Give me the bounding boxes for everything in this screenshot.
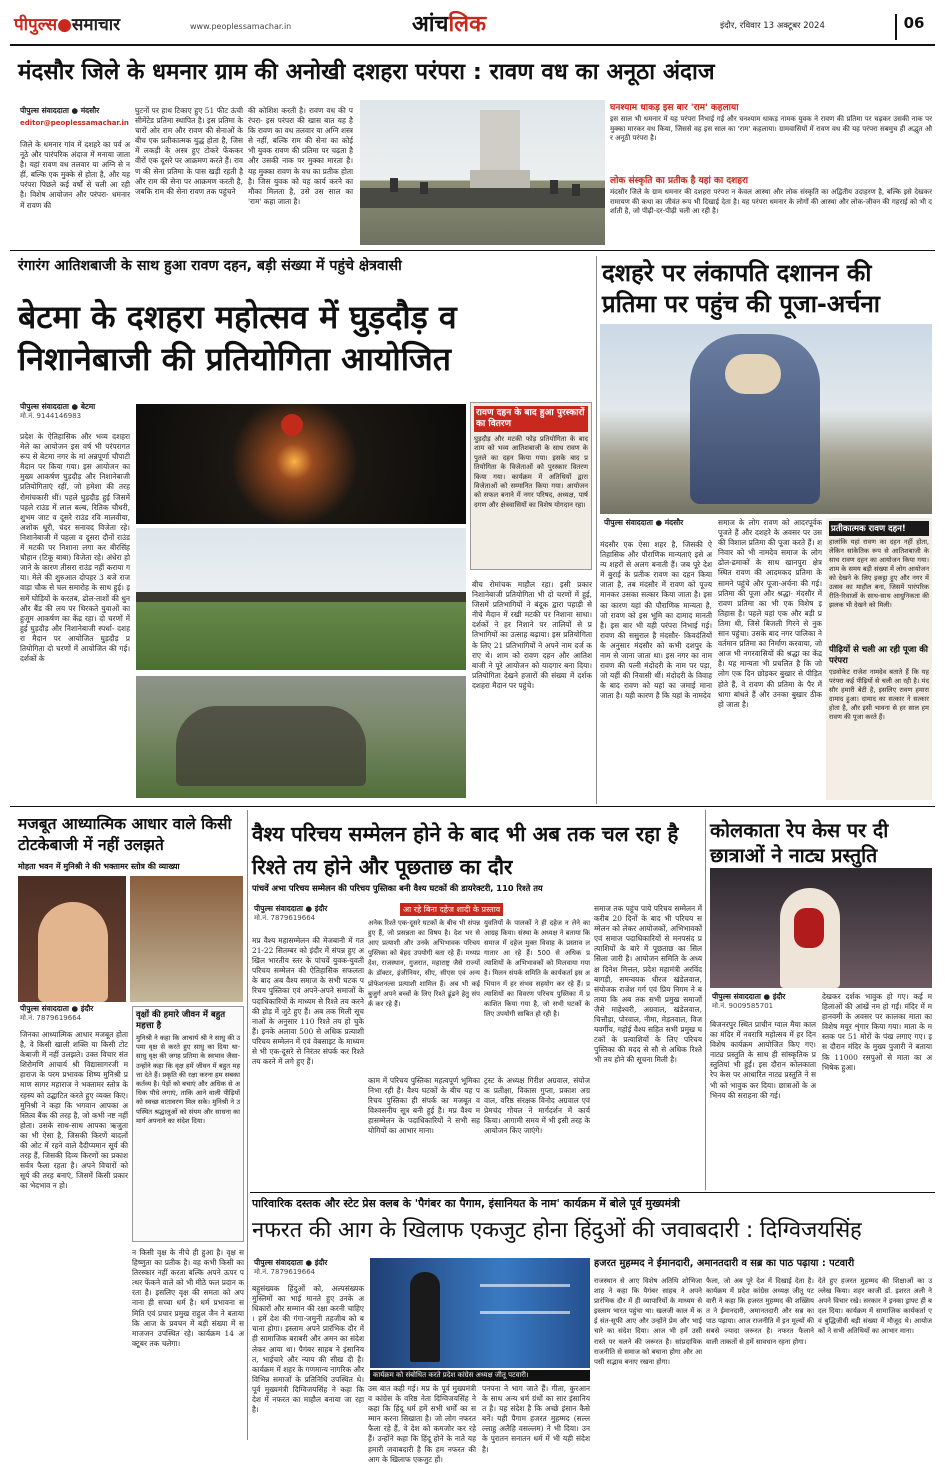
- s4-box-text: मुनिश्री ने कहा कि आचार्य श्री ने साधु की उपमा वृक्ष से करते हुए साधु का दिया था- साधु वृक्ष की जगह प्रतिमा के स्वभाव जैसा- उन्होंने कहा कि वृक्ष हमें जीवन में बहुत महत्ता देते हैं। प्रकृति की रक्षा करना हम सबका कर्तव्य है। पेड़ों को बचाएं और अधिक से अधिक पौधे लगाएं, ताकि आने वाली पीढ़ियों को स्वच्छ वातावरण मिल सके। मुनिश्री ने उपस्थित श्रद्धालुओं को संयम और साधना का मार्ग अपनाने का संदेश दिया।: [136, 1034, 240, 1125]
- s1-side-title2: लोक संस्कृति का प्रतीक है यहां का दशहरा: [610, 176, 749, 186]
- s4-audience-photo: [130, 876, 243, 1002]
- s5-mobile: मो.नं. 7879619664: [254, 914, 316, 922]
- s2-byline-block: [20, 402, 140, 421]
- s2-headline: बेटमा के दशहरा महोत्सव में घुड़दौड़ व निशानेबाजी की प्रतियोगिता आयोजित: [18, 298, 457, 378]
- s4-col2: न किसी वृक्ष के नीचे ही हुआ है। वृक्ष सहिष्णुता का प्रतीक है। वह कभी किसी का तिरस्कार नहीं करता बल्कि अपने ऊपर पत्थर फेंकने वाले को भी मीठे फल प्रदान करता है। इसलिए वृक्ष की समता को अपनाना ही सच्चा धर्म है। धर्म प्रभावना समिति एवं प्रचार प्रमुख राहुल जैन ने बताया कि आज के प्रवचन में बड़ी संख्या में समाजजन उपस्थित रहे। कार्यक्रम 14 अक्टूबर तक चलेगा।: [132, 1248, 244, 1348]
- s3-col1: मंदसौर एक ऐसा शहर है, जिसकी ऐतिहासिक और पौराणिक मान्यताएं इसे अन्य शहरों से अलग बनाती हैं। जब पूरे देश में बुराई के प्रतीक रावण का दहन किया जाता है, तब मंदसौर में रावण को पूज्य मानकर उसका सत्कार किया जाता है। इसका कारण यहां की पौराणिक मान्यता है, जो रावण को इस भूमि का दामाद मानती है। इस बार भी यही परंपरा निभाई गई। रावण की ससुराल है मंदसौर- किवदंतियों के अनुसार मंदसौर को कभी दशपुर के नाम से जाना जाता था। इस नगर का नाम रावण की पत्नी मंदोदरी के नाम पर पड़ा, जो यहीं की निवासी थीं। मंदोदरी के विवाह के बाद रावण को यहां का जमाई माना जाता है। यही कारण है कि यहां के नामदेव: [600, 540, 712, 701]
- s7-kicker: पारिवारिक दस्तक और स्टेट प्रेस क्लब के 'पैगंबर का पैगाम, इंसानियत के नाम' कार्यक्रम में बोले पूर्व मुख्यमंत्री: [252, 1197, 680, 1210]
- s1-bottom-rule: [10, 250, 935, 251]
- s6-col1: बिजनरपुर स्थित प्राचीन ग्वाल मैया कालका मंदिर में नवरात्रि महोत्सव में हर दिन विशेष कार्यक्रम आयोजित किए गए। नाट्य प्रस्तुति के साथ ही सांस्कृतिक प्रस्तुतियां भी हुईं। इस दौरान कोलकाता रेप केस पर आधारित नाट्य प्रस्तुति ने सभी को भावुक कर दिया। छात्राओं के अभिनय की सराहना की गई।: [710, 1020, 816, 1100]
- s3-col2: समाज के लोग रावण को आदरपूर्वक पूजते हैं और दशहरे के अवसर पर उसकी विशाल प्रतिमा की पूजा करते हैं। शनिवार को भी नामदेव समाज के लोग ढोल-ढमाकों के साथ खानपुरा क्षेत्र स्थित रावण की आदमकद प्रतिमा के सामने पहुंचे और पूजा-अर्चना की गई। प्रतिमा की पूजा और श्रद्धा- मंदसौर में रावण प्रतिमा का भी एक विशेष इतिहास है। पहले यहां एक और बड़ी प्रतिमा थी, जिसे बिजली गिरने से नुकसान पहुंचा। उसके बाद नगर पालिका ने वर्तमान प्रतिमा का निर्माण करवाया, जो आज भी नगरवासियों की श्रद्धा का केंद्र है। यह मान्यता भी प्रचलित है कि जो लोग एक दिन छोड़कर बुखार से पीड़ित होते हैं, वे रावण की प्रतिमा के पैर में धागा बांधते हैं और उनका बुखार ठीक हो जाता है।: [718, 518, 822, 709]
- s4-byline-block: [20, 1004, 130, 1023]
- s6-drama-photo: [710, 868, 932, 988]
- s3-side-column: [826, 518, 932, 800]
- s3-headline: दशहरे पर लंकापति दशानन की प्रतिमा पर पहुंच की पूजा-अर्चना: [602, 259, 880, 318]
- idol-face: [725, 354, 781, 394]
- s7-photo-caption: कार्यक्रम को संबोधित करते प्रदेश कांग्रेस अध्यक्ष जीतू पटवारी।: [370, 1370, 590, 1381]
- s2-byline: पीपुल्स संवाददाता ● बेटमा: [20, 402, 96, 411]
- s2-horse-race-photo: [136, 528, 466, 670]
- s3-side-text2: एडवोकेट राजेश नामदेव बताते हैं कि यह परंपरा कई पीढ़ियों से चली आ रही है। मंदसौर हमारी बेटी है, इसलिए रावण हमारा दामाद हुआ। दामाद का सत्कार ने सत्कार होता है, और इसी भावना से हर साल हम रावण की पूजा करते हैं।: [829, 668, 929, 721]
- s6-byline-block: [712, 992, 832, 1011]
- s5-divider: [705, 810, 706, 1190]
- brand-left: पीपुल्स: [14, 15, 58, 35]
- s3-side-title: प्रतीकात्मक रावण दहन!: [829, 521, 929, 536]
- s5-col1: मप्र वैश्य महासम्मेलन की मेजबानी में गत 21-22 सितम्बर को इंदौर में संपन्न हुए अखिल भारतीय स्तर के पांचवें युवक-युवती परिचय सम्मेलन की ऐतिहासिक सफलता के बाद अब वैश्य समाज के सभी घटक परिचय पुस्तिका एवं अपने-अपने समाजों के पदाधिकारियों के माध्यम से रिश्ते तय करने की होड़ में जुटे हुए हैं। अब तक मिली सूचनाओं के अनुसार 110 रिश्ते तय हो चुके हैं। इनके अलावा 500 से अधिक प्रत्याशी परिचय सम्मेलन में एवं वेबसाइट के माध्यम से भी एक-दूसरे से निरंतर संपर्क कर रिश्ते तय करने में लगे हुए हैं।: [252, 936, 364, 1067]
- page-number: 06: [895, 14, 931, 40]
- s2-kicker: रंगारंग आतिशबाजी के साथ हुआ रावण दहन, बड़ी संख्या में पहुंचे क्षेत्रवासी: [18, 258, 402, 274]
- s7-col1: बहुसंख्यक हिंदुओं को, अल्पसंख्यक मुस्लिमों का भाई मानते हुए उनके अधिकारों और सम्मान की रक्षा करनी चाहिए। हमें देश की गंगा-जमुनी तहजीब को बचाना होगा। इस्लाम अपने प्रारंभिक दौर में ही सामाजिक बराबरी और अमन का संदेश लेकर आया था। पैगंबर साहब ने इंसानियत, भाईचारे और न्याय की सीख दी है। कार्यक्रम में शहर के गणमान्य नागरिक और विभिन्न समाजों के प्रतिनिधि उपस्थित थे। पूर्व मुख्यमंत्री दिग्विजयसिंह ने कहा कि देश में नफरत का माहौल बनाया जा रहा है।: [252, 1284, 364, 1415]
- muni-figure: [38, 902, 108, 1002]
- s7-col3: पनपना ने भाग जाते हैं। गीता, कुरआन के साथ अन्य धर्म ग्रंथों का सार इंसानियत है। यह संदेश है कि अच्छे इंसान कैसे बनें। यही पैगाम हजरत मुहम्मद (सल्लल्लाहु अलैहि वसल्लम) ने भी दिया। उनके पुरातन सनातन धर्म में भी यही संदेश है।: [482, 1384, 590, 1454]
- s1-side-text: इस साल भी धमनार में यह परंपरा निभाई गई और घनश्याम धाकड़ नामक युवक ने रावण की प्रतिमा पर चढ़कर उसकी नाक पर मुक्का मारकर वध किया, जिससे वह इस साल का 'राम' कहलाया। ग्रामवासियों में रावण वध की यह परंपरा सबमुच ही अद्भुत और अनूठी परंपरा है।: [610, 115, 932, 143]
- s4-sidebox: [132, 1006, 244, 1242]
- firework-burst: [281, 414, 303, 436]
- s7-mobile: मो.नं. 7879619664: [254, 1268, 316, 1276]
- s5-byline-block: [254, 904, 366, 923]
- website[interactable]: www.peoplessamachar.in: [190, 22, 292, 31]
- s2-box-title: रावण दहन के बाद हुआ पुरस्कारों का वितरण: [474, 406, 588, 432]
- s2-night-fireworks-photo: [136, 404, 466, 524]
- section-a: आंच: [412, 12, 449, 37]
- s6-col2: देखकर दर्शक भावुक हो गए। कई महिलाओं की आंखें नम हो गईं। मंदिर में महानवमी के अवसर पर कालका माता का विशेष मयूर शृंगार किया गया। माता के मस्तक पर 51 मोरों के पंख लगाए गए। इस दौरान मंदिर के मुख्य पुजारी ने बताया कि 11000 रसपुओं से माता का अभिषेक हुआ।: [822, 992, 932, 1072]
- brand-logo[interactable]: पीपुल्स●समाचार: [14, 15, 121, 35]
- s1-col2: घुटनों पर हाथ टिकाए हुए 51 फीट ऊंची सीमेंटेड प्रतिमा स्थापित है। इस प्रतिमा के चारों ओर राम और रावण की सेनाओं के बीच एक प्रतीकात्मक युद्ध होता है, जिसमें लकड़ी के अस्त्र हुए टोकरे फेंककर वीरों एक दूसरे पर आक्रमण करते हैं। रावण की सेना प्रतिमा के पास खड़ी रहती है और राम की सेना पर आक्रमण करती है, जबकि राम की सेना रावण तक पहुंचने: [135, 106, 244, 196]
- s4-muni-photo: [18, 876, 126, 1002]
- statue-graphic: [360, 100, 605, 245]
- s2-sidebox: [470, 402, 592, 570]
- shooters-group: [176, 706, 366, 786]
- s3-ravana-idol-photo: [600, 324, 932, 514]
- s5-tag: आ रहे बिना दहेज शादी के प्रस्ताव: [400, 903, 503, 916]
- section-title: [412, 8, 486, 38]
- s4-mobile: मो.नं. 7879619664: [20, 1014, 82, 1022]
- dateline: इंदौर, रविवार 13 अक्टूबर 2024: [720, 21, 825, 31]
- s1-side-column: [610, 100, 932, 245]
- s5-headline: वैश्य परिचय सम्मेलन होने के बाद भी अब तक चल रहा है रिश्ते तय होने और पूछताछ का दौर: [252, 822, 679, 879]
- banner-text: [480, 1284, 570, 1314]
- s6-mobile-wrap: [712, 1002, 832, 1011]
- s7-col5: फैला, जो अब पूरे देश में दिखाई देता है। कार्यक्रम में प्रदेश कांग्रेस अध्यक्ष जीतू पटवारी ने कहा कि हजरत मुहम्मद की शख्सियत ने ईमानदारी, अमानतदारी और सब्र का पाठ पढ़ाया। आज राजनीति में इन मूल्यों की सबसे ज्यादा जरूरत है। नफरत फैलाने वाली ताकतों से हमें सावधान रहना होगा।: [706, 1277, 814, 1346]
- s5-col6: समाज तक पहुंच पाये परिचय सम्मेलन में करीब 20 दिनों के बाद भी परिचय सम्मेलन को लेकर आयोजकों, अभिभावकों एवं समाज पदाधिकारियों से मनपसंद प्रत्याशियों के बारे में पूछताछ का सिलसिला जारी है। आयोजन समिति के अध्यक्ष दिनेश मित्तल, प्रदेश महामंत्री अरविंद बागड़ी, समन्वयक धीरज खंडेलवाल, संयोजक राजेश गर्ग एवं प्रिय निगम ने बताया कि अब तक सभी प्रमुख समाजों जैसे माहेश्वरी, अग्रवाल, खंडेलवाल, चित्तौड़ा, पोरवाल, नीमा, मेड़तवाल, विजयवर्गीय, गहोई वैश्य सहित सभी प्रमुख घटकों के प्रत्याशियों के लिए परिचय पुस्तिका की मदद से सौ से अधिक रिश्ते भी तय होने की सूचना मिली है।: [594, 904, 702, 1065]
- s4-divider: [247, 810, 248, 1440]
- s2-col1: प्रदेश के ऐतिहासिक और भव्य दशहरा मेले का आयोजन इस वर्ष भी परंपरागत रूप से बेटमा नगर के मां अन्नपूर्णा चौपाटी मैदान पर किया गया। इस आयोजन का मुख्य आकर्षण घुड़दौड़ और निशानेबाजी प्रतियोगिताएं रहीं, जो हमेशा की तरह रोमांचकारी थीं। पहले घुड़दौड़ हुई जिसमें पहले राउंड में लाल बल्ब, रितिक चौधरी, शुभम जाट व दूसरे राउंड रवि मालवीया, अशोक धूरी, चंदर सनावद विजेता रहे। निशानेबाजी में पहला व दूसरा दौनों राउंड में मटकी पर निशाना लगा कर बीरसिंह चौहान (टिकू बाबा) विजेता रहे। अंधेरा हो जाने के कारण तीसरा राउंड नहीं कराया गया। मेले की शुरुआत दोपहर 3 बजे राजवाड़ा चौक से चल समारोह के साथ हुई। इसमें घोड़ियों के करतब, ढोल-ताशों की धुन और बैंड की लय पर थिरकते युवाओं का हुजूम आकर्षण का केंद्र रहा। दो चरणों में हुई घुड़दौड़ और निशानेबाजी स्पर्धा- दशहरा मैदान पर आयोजित घुड़दौड़ प्रतियोगिता दो चरणों में आयोजित की गई। दर्शकों के: [20, 432, 130, 664]
- s6-mobile: मो.नं. 9009585701: [712, 1002, 774, 1010]
- spectator-band: [136, 592, 466, 602]
- s7-headline: नफरत की आग के खिलाफ एकजुट होना हिंदुओं की जवाबदारी : दिग्विजयसिंह: [252, 1218, 862, 1243]
- s7-col4: राजस्थान से आए विशेष अतिथि शोभिजा शाह ने कहा कि पैगंबर साहब ने अपने प्रारंभिक दौर में ही व्यापारियों के माध्यम से इस्लाम भारत पहुंचा था। खलजी काल में कई संत-सूफी आए और उन्होंने प्रेम और भाईचारे का संदेश दिया। आज भी हमें उसी रास्ते पर चलने की जरूरत है। सांप्रदायिक राजनीति से समाज को बचाना होगा और आपसी सद्भाव बनाए रखना होगा।: [594, 1277, 702, 1366]
- s2-shooting-photo: [136, 676, 466, 798]
- s7-subhead: हजरत मुहम्मद ने ईमानदारी, अमानतदारी व सब्र का पाठ पढ़ाया : पटवारी: [594, 1258, 855, 1269]
- s5-col5: ट्रस्ट के अध्यक्ष गिरीश अग्रवाल, संयोजक प्रतीक्षा, विकास गुप्ता, प्रकाश अग्रवाल, वरिष्ठ संरक्षक विनोद अग्रवाल एवं प्रेमचंद गोयल ने मार्गदर्शन में कार्य किया। आगामी समय में भी इसी तरह के आयोजन किए जाएंगे।: [484, 1076, 590, 1136]
- s1-email[interactable]: editor@peoplessamachar.in: [20, 119, 129, 127]
- s2-mobile-wrap: [20, 412, 140, 421]
- s1-ravana-statue-photo: [360, 100, 605, 245]
- section-b: लिक: [448, 12, 486, 37]
- s3-byline: पीपुल्स संवाददाता ● मंदसौर: [604, 518, 684, 527]
- s5-byline: पीपुल्स संवाददाता ● इंदौर: [254, 904, 328, 913]
- s7-col6: देते हुए हजरत मुहम्मद की शिक्षाओं का उल्लेख किया। शहर काजी डॉ. इशरत अली ने अपने विचार रखे। सरकार ने इनका ड्राफ्ट ही बदल दिया। कार्यक्रम में सामाजिक कार्यकर्ता एवं बुद्धिजीवी बड़ी संख्या में मौजूद थे। आयोजकों ने सभी अतिथियों का आभार माना।: [818, 1277, 932, 1336]
- s7-mobile-wrap: [254, 1268, 366, 1277]
- s2-box-text: घुड़दौड़ और मटकी फोड़ प्रतियोगिता के बाद शाम को भव्य आतिशबाजी के साथ रावण के पुतले का दहन किया गया। इसके बाद प्रतियोगिता के विजेताओं को पुरस्कार वितरण किया गया। कार्यक्रम में अतिथियों द्वारा विजेताओं को सम्मानित किया गया। आयोजन को सफल बनाने में नगर परिषद, अध्यक्ष, पार्षदगण और क्षेत्रवासियों का विशेष योगदान रहा।: [474, 435, 588, 509]
- s1-byline-block: [20, 106, 140, 127]
- s5-mobile-wrap: [254, 914, 366, 923]
- s5-col3: युवतियों के पालकों ने ही दहेज न लेने का आग्रह किया। संस्था के अध्यक्ष ने बताया कि समाज में दहेज मुक्त विवाह के प्रस्ताव लगातार आ रहे हैं। 500 से अधिक प्रत्याशियों के अभिभावकों को मिलवाया गया है। मिलन संपर्क समिति के कार्यकर्ता इस अभियान में हर संभव सहयोग कर रहे हैं। प्रत्याशियों का विवरण परिचय पुस्तिका में प्रकाशित किया गया है, जो सभी घटकों के लिए उपयोगी साबित हो रही है।: [484, 919, 590, 1018]
- s7-stage-photo: [370, 1258, 590, 1368]
- s4-headline: मजबूत आध्यात्मिक आधार वाले किसी टोटकेबाजी में नहीं उलझते: [18, 815, 232, 854]
- s7-byline-block: [254, 1258, 366, 1277]
- s2-col3: बीच रोमांचक माहौल रहा। इसी प्रकार निशानेबाजी प्रतियोगिता भी दो चरणों में हुई, जिसमें प्रतिभागियों ने बंदूक द्वारा पहाड़ी से नीचे मैदान में रखी मटकी पर निशाना साधा। दर्शकों ने हर निशाने पर तालियों से प्रतिभागियों का उत्साह बढ़ाया। इस प्रतियोगिता के लिए 21 प्रतिभागियों ने अपने नाम दर्ज कराए थे। शाम को रावण दहन और आतिशबाजी ने पूरे आयोजन को यादगार बना दिया। प्रतियोगिता देखने हजारों की संख्या में दर्शक दशहरा मैदान पर पहुंचे।: [472, 580, 592, 690]
- s4-box-title: वृक्षों की हमारे जीवन में बहुत महत्ता है: [136, 1010, 226, 1031]
- s7-byline: पीपुल्स संवाददाता ● इंदौर: [254, 1258, 328, 1267]
- s1-side-text2: मंदसौर जिले के ग्राम धमनार की दशहरा परंपरा न केवल आस्था और लोक संस्कृति का अद्वितीय उदाहरण है, बल्कि इसे देखकर रामायण की कथा का जीवंत रूप भी दिखाई देता है। यह परंपरा धमनार के लोगों की आस्था और लोक-जीवन की गहराई को भी दर्शाती है, जो पीढ़ी-दर-पीढ़ी चली आ रही है।: [610, 188, 932, 216]
- s4-kicker: मोहता भवन में मुनिश्री ने की भक्तामर स्तोत्र की व्याख्या: [18, 862, 180, 871]
- s6-bottom-rule: [250, 1192, 935, 1193]
- red-stain: [794, 908, 824, 948]
- s2-divider: [596, 256, 597, 804]
- s3-side-text: हालांकि यहां रावण का दहन नहीं होता, लेकिन सांकेतिक रूप से आतिशबाजी के साथ रावण दहन का आयोजन किया गया। शाम के समय बड़ी संख्या में लोग आयोजन को देखने के लिए इकट्ठा हुए और नगर में उत्सव का माहौल बना, जिसमें पारंपरिक रीति-रिवाजों के साथ-साथ आधुनिकता की झलक भी देखने को मिली।: [829, 538, 929, 609]
- s1-side-title: घनश्याम धाकड़ इस बार 'राम' कहलाया: [610, 103, 739, 113]
- s1-headline: मंदसौर जिले के धमनार ग्राम की अनोखी दशहरा परंपरा : रावण वध का अनूठा अंदाज: [18, 59, 715, 85]
- s3-bottom-rule: [10, 806, 935, 807]
- s6-byline: पीपुल्स संवाददाता ● इंदौर: [712, 992, 786, 1001]
- s1-byline: पीपुल्स संवाददाता ● मंदसौर: [20, 106, 100, 115]
- s5-col4: काम में परिचय पुस्तिका महत्वपूर्ण भूमिका निभा रही है। वैश्य घटकों के बीच यह परिचय पुस्तिका ही संपर्क का मजबूत व विश्वसनीय सूत्र बनी हुई है। मप्र वैश्य महासम्मेलन के पदाधिकारियों ने सभी सहयोगियों का आभार माना।: [368, 1076, 480, 1136]
- brand-right: समाचार: [71, 15, 121, 35]
- s6-headline: कोलकाता रेप केस पर दी छात्राओं ने नाट्य प्रस्तुति: [710, 819, 889, 867]
- s4-mobile-wrap: [20, 1014, 130, 1023]
- s2-mobile: मो.नं. 9144146983: [20, 412, 82, 420]
- masthead: [0, 0, 945, 44]
- s4-col1: जिनका आध्यात्मिक आधार मजबूत होता है, वे किसी खाली शक्ति या किसी टोटकेबाजी में नहीं उलझते। उक्त विचार संत शिरोमणि आचार्य श्री विद्यासागरजी महाराज के परम प्रभावक शिष्य मुनिश्री प्रमाण सागर महाराज ने भक्तामर स्तोत्र के रहस्य को उद्घाटित करते हुए व्यक्त किए। मुनिश्री ने कहा कि भगवान आपका अस्तित्व बैंक की तरह है, जो कभी नष्ट नहीं होता। उसके साथ-साथ आपका ऋजुता का भी ऐसा है, जिसकी किरणें बादलों की ओट में रहने वाले दैदीप्यमान सूर्य की तरह हैं, जिसकी दिव्य किरणों का प्रकाश सर्वत्र फैला रहता है। अपने विचारों को सूर्य की तरह बनाएं, जिसमें किसी प्रकार का भेदभाव न हो।: [20, 1030, 128, 1191]
- s4-byline: पीपुल्स संवाददाता ● इंदौर: [20, 1004, 94, 1013]
- s5-kicker: पांचवें अभा परिचय सम्मेलन की परिचय पुस्तिका बनी वैश्य घटकों की डायरेक्टरी, 110 रिश्ते तय: [252, 883, 543, 893]
- s7-col2: उस बात कही गई। मप्र के पूर्व मुख्यमंत्री व कांग्रेस के वरिष्ठ नेता दिग्विजयसिंह ने कहा कि हिंदू धर्म हमें सभी धर्मों का सम्मान करना सिखाता है। जो लोग नफरत फैला रहे हैं, वे देश को कमजोर कर रहे हैं। उन्होंने कहा कि हिंदू होने के नाते यह हमारी जवाबदारी है कि हम नफरत की आग के खिलाफ एकजुट हों।: [368, 1384, 476, 1464]
- s3-side-title2: पीढ़ियों से चली आ रही पूजा की परंपरा: [829, 645, 928, 666]
- s5-col2: अनेक रिश्ते एक-दूसरे घटकों के बीच भी संपन्न हुए हैं, जो प्रसन्नता का विषय है। देश भर से आए प्रत्याशी और उनके अभिभावक परिचय पुस्तिका को बेहद उपयोगी बता रहे हैं। मध्यप्रदेश, राजस्थान, गुजरात, महाराष्ट्र जैसे राज्यों के डॉक्टर, इंजीनियर, सीए, सीएस एवं अन्य प्रोफेशनल्स प्रत्याशी शामिल हैं। अब भी कई बुजुर्ग अपने बच्चों के लिए रिश्ते ढूंढने हेतु संपर्क कर रहे हैं।: [368, 919, 480, 1008]
- speaker: [410, 1272, 440, 1362]
- s1-col3: की कोशिश करती है। रावण वध की परंपरा- इस परंपरा की खास बात यह है कि रावण का वध तलवार या अग्नि शस्त्र से नहीं, बल्कि राम की सेना का कोई भी युवक रावण की प्रतिमा पर चढ़ता है और उसकी नाक पर मुक्का मारता है। यह मुक्का रावण के वध का प्रतीक होता है। जिस युवक को यह कार्य करने का मौका मिलता है, उसे उस साल का 'राम' कहा जाता है।: [248, 106, 353, 206]
- s1-col1: जिले के धमनार गांव में दशहरे का पर्व अनूठे और पारंपरिक अंदाज में मनाया जाता है। यहां रावण वध तलवार या अग्नि से नहीं, बल्कि एक मुक्के से होता है, और यह परंपरा पिछले कई वर्षों से चली आ रही है। विशेष आयोजन और परंपरा- धमनार में रावण की: [20, 140, 130, 210]
- masthead-rule: [10, 44, 935, 46]
